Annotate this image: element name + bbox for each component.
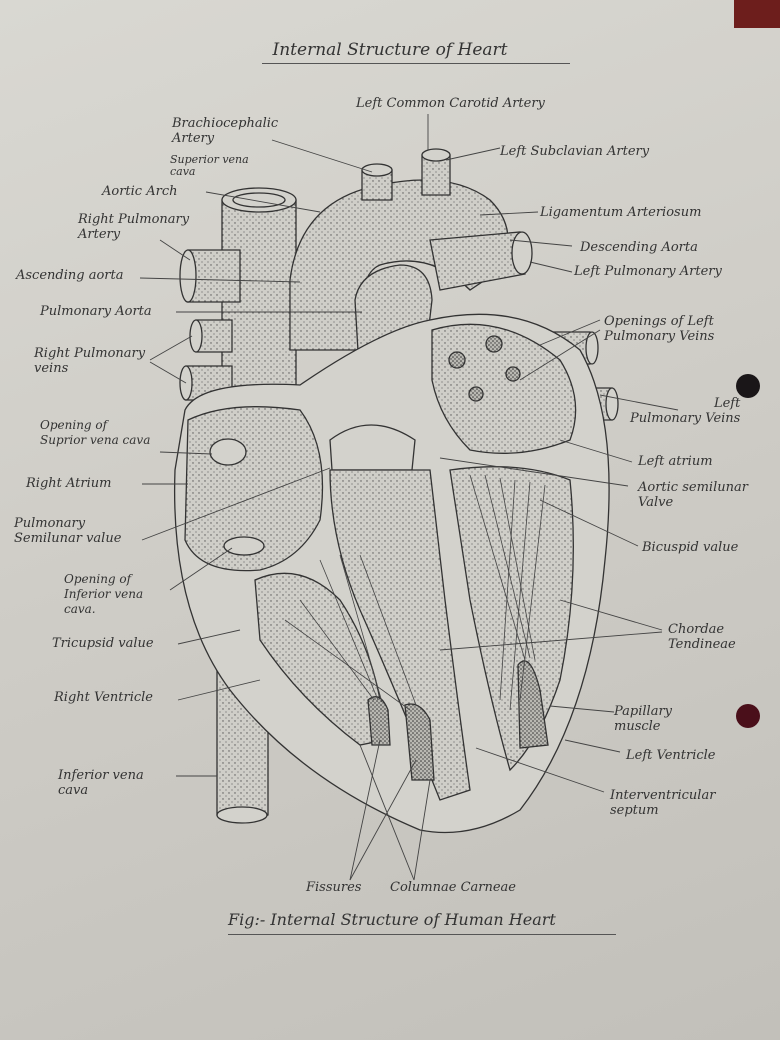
- label-ascending-aorta: Ascending aorta: [16, 268, 124, 283]
- label-papillary-muscle: Papillary muscle: [614, 704, 673, 734]
- label-bicuspid-valve: Bicuspid value: [642, 540, 739, 555]
- label-interventricular-septum: Interventricular septum: [610, 788, 716, 818]
- label-left-common-carotid-artery: Left Common Carotid Artery: [356, 96, 545, 111]
- label-left-ventricle: Left Ventricle: [626, 748, 716, 763]
- label-left-subclavian-artery: Left Subclavian Artery: [500, 144, 650, 159]
- label-fissures: Fissures: [306, 880, 362, 895]
- figure-caption: Fig:- Internal Structure of Human Heart: [228, 910, 556, 929]
- inferior-vena-cava-opening: [224, 537, 264, 555]
- label-right-pulmonary-veins: Right Pulmonary veins: [34, 346, 146, 376]
- label-tricuspid-valve: Tricupsid value: [52, 636, 154, 651]
- label-opening-of-superior-vena-cava: Opening of Suprior vena cava: [40, 418, 151, 447]
- label-left-pulmonary-veins: Left Pulmonary Veins: [630, 396, 741, 426]
- label-right-ventricle: Right Ventricle: [54, 690, 153, 705]
- label-chordae-tendineae: Chordae Tendineae: [668, 622, 736, 652]
- label-right-atrium: Right Atrium: [26, 476, 112, 491]
- label-openings-of-left-pulmonary-veins: Openings of Left Pulmonary Veins: [604, 314, 715, 344]
- label-columnae-carneae: Columnae Carneae: [390, 880, 517, 895]
- label-opening-of-inferior-vena-cava: Opening of Inferior vena cava.: [64, 572, 144, 616]
- label-pulmonary-aorta: Pulmonary Aorta: [40, 304, 152, 319]
- caption-underline: [228, 934, 616, 935]
- label-left-atrium: Left atrium: [638, 454, 713, 469]
- superior-vena-cava-opening-inner: [210, 439, 246, 465]
- label-pulmonary-semilunar-valve: Pulmonary Semilunar value: [14, 516, 122, 546]
- label-left-pulmonary-artery: Left Pulmonary Artery: [574, 264, 722, 279]
- label-ligamentum-arteriosum: Ligamentum Arteriosum: [540, 205, 702, 220]
- left-pulmonary-artery: [430, 232, 525, 290]
- label-descending-aorta: Descending Aorta: [580, 240, 698, 255]
- label-inferior-vena-cava: Inferior vena cava: [58, 768, 144, 798]
- label-aortic-semilunar-valve: Aortic semilunar Valve: [638, 480, 748, 510]
- label-right-pulmonary-artery: Right Pulmonary Artery: [78, 212, 190, 242]
- label-brachiocephalic-artery: Brachiocephalic Artery: [172, 116, 279, 146]
- label-superior-vena-cava: Superior vena cava: [170, 153, 249, 178]
- label-aortic-arch: Aortic Arch: [102, 184, 178, 199]
- diagram-title: Internal Structure of Heart: [272, 40, 508, 60]
